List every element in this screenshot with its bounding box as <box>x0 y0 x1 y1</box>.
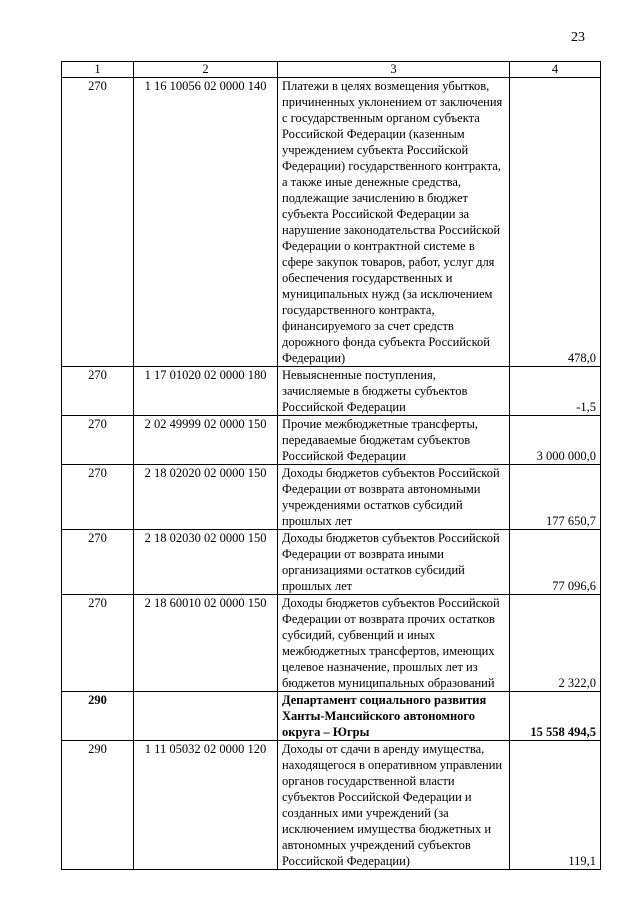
budget-code-cell: 1 17 01020 02 0000 180 <box>134 367 278 416</box>
table-row <box>62 416 601 465</box>
header-col-4: 4 <box>510 62 601 78</box>
admin-code-cell: 270 <box>62 595 134 692</box>
amount-cell: 177 650,7 <box>510 465 601 530</box>
header-col-1: 1 <box>62 62 134 78</box>
table-row <box>62 595 601 692</box>
admin-code-cell: 270 <box>62 367 134 416</box>
table-row <box>62 530 601 595</box>
page-number: 23 <box>571 30 585 45</box>
amount-cell: 478,0 <box>510 78 601 367</box>
amount-cell: 3 000 000,0 <box>510 416 601 465</box>
description-cell: Доходы бюджетов субъектов Российской Федерации от возврата прочих остатков субсидий, субвенций и иных межбюджетных трансфертов, имеющих целевое назначение, прошлых лет из бюджетов муниципальных образований <box>278 595 510 692</box>
admin-code-cell: 270 <box>62 416 134 465</box>
admin-code-cell: 270 <box>62 465 134 530</box>
table-row <box>62 78 601 367</box>
description-cell: Прочие межбюджетные трансферты, передаваемые бюджетам субъектов Российской Федерации <box>278 416 510 465</box>
amount-cell: 77 096,6 <box>510 530 601 595</box>
description-cell: Доходы бюджетов субъектов Российской Федерации от возврата иными организациями остатков субсидий прошлых лет <box>278 530 510 595</box>
description-cell: Доходы от сдачи в аренду имущества, находящегося в оперативном управлении органов государственной власти субъектов Российской Федерации и созданных ими учреждений (за исключением имущества бюджетных и автономных учреждений субъектов Российской Федерации) <box>278 741 510 870</box>
admin-code-cell: 290 <box>62 741 134 870</box>
admin-code-cell: 290 <box>62 692 134 741</box>
admin-code-cell: 270 <box>62 530 134 595</box>
table-row <box>62 741 601 870</box>
table-row <box>62 367 601 416</box>
budget-code-cell: 2 18 02020 02 0000 150 <box>134 465 278 530</box>
budget-code-cell: 2 02 49999 02 0000 150 <box>134 416 278 465</box>
header-col-3: 3 <box>278 62 510 78</box>
department-total-cell: 15 558 494,5 <box>510 692 601 741</box>
table-header-row <box>62 62 601 78</box>
amount-cell: 119,1 <box>510 741 601 870</box>
budget-code-cell: 1 11 05032 02 0000 120 <box>134 741 278 870</box>
budget-code-cell: 2 18 02030 02 0000 150 <box>134 530 278 595</box>
description-cell: Невыясненные поступления, зачисляемые в бюджеты субъектов Российской Федерации <box>278 367 510 416</box>
amount-cell: 2 322,0 <box>510 595 601 692</box>
budget-code-cell <box>134 692 278 741</box>
revenue-table <box>61 61 601 870</box>
description-cell: Платежи в целях возмещения убытков, причиненных уклонением от заключения с государственным органом субъекта Российской Федерации (казенным учреждением субъекта Российской Федерации) государственного контракта, а также иные денежные средства, подлежащие зачислению в бюджет субъекта Российской Федерации за нарушение законодательства Российской Федерации о контрактной системе в сфере закупок товаров, работ, услуг для обеспечения государственных и муниципальных нужд (за исключением государственного контракта, финансируемого за счет средств дорожного фонда субъекта Российской Федерации) <box>278 78 510 367</box>
department-heading-row <box>62 692 601 741</box>
amount-cell: -1,5 <box>510 367 601 416</box>
budget-code-cell: 1 16 10056 02 0000 140 <box>134 78 278 367</box>
department-name-cell: Департамент социального развития Ханты-Мансийского автономного округа – Югры <box>278 692 510 741</box>
description-cell: Доходы бюджетов субъектов Российской Федерации от возврата автономными учреждениями остатков субсидий прошлых лет <box>278 465 510 530</box>
table-row <box>62 465 601 530</box>
budget-code-cell: 2 18 60010 02 0000 150 <box>134 595 278 692</box>
header-col-2: 2 <box>134 62 278 78</box>
admin-code-cell: 270 <box>62 78 134 367</box>
